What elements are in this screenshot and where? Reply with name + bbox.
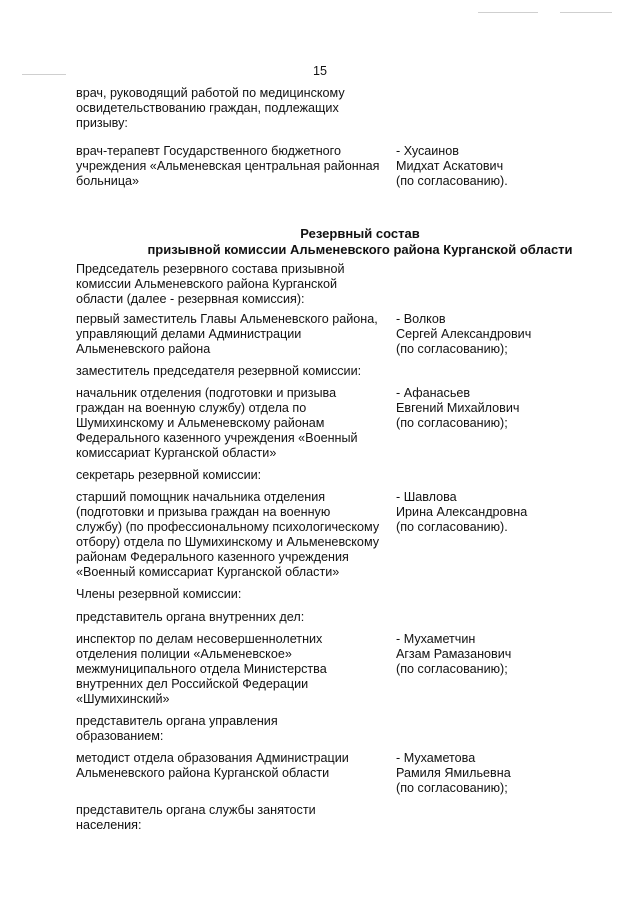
deputy-label: заместитель председателя резервной комиссии: bbox=[76, 364, 362, 378]
police-label: представитель органа внутренних дел: bbox=[76, 610, 305, 624]
member-name: - Волков Сергей Александрович (по согласованию); bbox=[396, 312, 532, 356]
member-position: врач-терапевт Государственного бюджетного учреждения «Альменевская центральная районная больница» bbox=[76, 144, 380, 188]
member-name: - Шавлова Ирина Александровна (по согласованию). bbox=[396, 490, 528, 534]
member-position: первый заместитель Главы Альменевского района, управляющий делами Администрации Альменевского района bbox=[76, 312, 378, 356]
member-name: - Мухаметова Рамиля Ямильевна (по согласованию); bbox=[396, 751, 511, 795]
member-position: методист отдела образования Администрации Альменевского района Курганской области bbox=[76, 751, 349, 780]
secretary-label: секретарь резервной комиссии: bbox=[76, 468, 262, 482]
members-label: Члены резервной комиссии: bbox=[76, 587, 242, 601]
member-position: начальник отделения (подготовки и призыва граждан на военную службу) отдела по Шумихинскому и Альменевскому районам Федерального казенного учреждения «Военный комиссариат Курганской области» bbox=[76, 386, 358, 460]
scan-artifact bbox=[478, 12, 538, 13]
chairman-label: Председатель резервного состава призывной комиссии Альменевского района Курганской области (далее - резервная комиссия): bbox=[76, 262, 345, 306]
member-position: старший помощник начальника отделения (подготовки и призыва граждан на военную службу) (по профессиональному психологическому отбору) отдела по Шумихинскому и Альменевскому районам Федерального казенного учреждения «Военный комиссариат Курганской области» bbox=[76, 490, 380, 579]
member-name: - Афанасьев Евгений Михайлович (по согласованию); bbox=[396, 386, 520, 430]
education-label: представитель органа управления образованием: bbox=[76, 714, 278, 743]
employment-label: представитель органа службы занятости населения: bbox=[76, 803, 316, 832]
intro-label: врач, руководящий работой по медицинскому освидетельствованию граждан, подлежащих призыву: bbox=[76, 86, 345, 130]
scan-artifact bbox=[560, 12, 612, 13]
member-name: - Мухаметчин Агзам Рамазанович (по согласованию); bbox=[396, 632, 512, 676]
section-heading: Резервный состав призывной комиссии Альменевского района Курганской области bbox=[147, 226, 573, 257]
member-position: инспектор по делам несовершеннолетних отделения полиции «Альменевское» межмуниципального отдела Министерства внутренних дел Российской Федерации «Шумихинский» bbox=[76, 632, 327, 706]
page-number: 15 bbox=[312, 64, 327, 78]
member-name: - Хусаинов Мидхат Аскатович (по согласованию). bbox=[396, 144, 508, 188]
